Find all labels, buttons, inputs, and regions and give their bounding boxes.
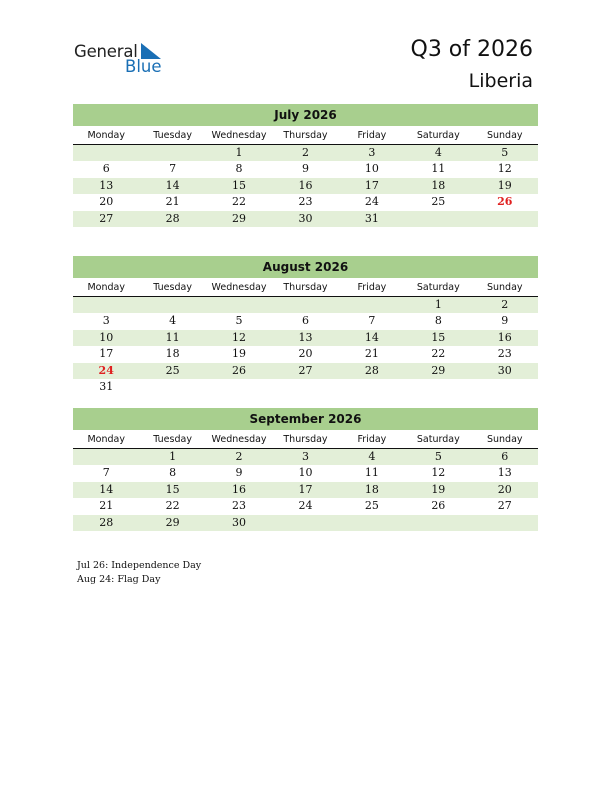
day-cell: 3 <box>102 314 110 328</box>
day-cell: 6 <box>102 162 110 176</box>
empty-day-cell <box>405 211 471 227</box>
day-cell: 13 <box>497 466 512 480</box>
weekday-label: Monday <box>87 282 125 293</box>
day-cell: 23 <box>232 499 247 513</box>
weekday-label: Friday <box>357 282 387 293</box>
day-cell: 28 <box>99 515 114 529</box>
weekday-label: Sunday <box>486 130 523 141</box>
day-cell: 18 <box>364 482 379 496</box>
empty-day-cell <box>73 297 139 313</box>
day-cell: 8 <box>235 162 243 176</box>
day-cell: 7 <box>102 466 110 480</box>
day-cell: 25 <box>364 499 379 513</box>
day-cell: 14 <box>99 482 114 496</box>
day-cell: 18 <box>431 178 446 192</box>
weekday-label: Wednesday <box>211 282 267 293</box>
day-cell: 28 <box>364 363 379 377</box>
day-cell: 24 <box>364 195 379 209</box>
empty-day-cell <box>272 297 338 313</box>
day-cell: 2 <box>301 146 309 159</box>
weekday-label: Monday <box>87 434 125 445</box>
day-cell: 23 <box>298 195 313 209</box>
month-title: September 2026 <box>73 408 538 430</box>
day-cell: 6 <box>301 314 309 328</box>
weekday-label: Tuesday <box>153 434 192 445</box>
day-cell: 10 <box>298 466 313 480</box>
weekday-label: Monday <box>87 130 125 141</box>
day-cell: 10 <box>99 330 114 344</box>
empty-day-cell <box>73 449 139 465</box>
day-cell: 1 <box>169 450 177 463</box>
general-blue-logo <box>74 42 174 78</box>
weekday-header-row <box>73 127 538 145</box>
day-cell: 2 <box>501 298 509 311</box>
weekday-label: Wednesday <box>211 130 267 141</box>
day-cell: 16 <box>232 482 247 496</box>
day-cell: 29 <box>232 211 247 225</box>
day-cell: 3 <box>368 146 376 159</box>
day-cell: 20 <box>298 347 313 361</box>
day-cell: 31 <box>364 211 379 225</box>
day-cell: 7 <box>368 314 376 328</box>
day-cell: 15 <box>165 482 180 496</box>
day-cell: 30 <box>298 211 313 225</box>
empty-day-cell <box>339 515 405 531</box>
day-cell: 24 <box>298 499 313 513</box>
empty-day-cell <box>472 379 538 395</box>
day-cell: 22 <box>165 499 180 513</box>
day-cell: 6 <box>501 450 509 463</box>
day-cell: 25 <box>165 363 180 377</box>
day-cell: 16 <box>497 330 512 344</box>
day-cell: 17 <box>364 178 379 192</box>
day-cell: 15 <box>431 330 446 344</box>
day-cell: 7 <box>169 162 177 176</box>
empty-day-cell <box>472 211 538 227</box>
empty-day-cell <box>405 515 471 531</box>
empty-day-cell <box>339 297 405 313</box>
day-cell: 18 <box>165 347 180 361</box>
month-july <box>73 104 538 227</box>
day-cell: 4 <box>169 314 177 328</box>
day-cell: 13 <box>99 178 114 192</box>
day-cell: 8 <box>169 466 177 480</box>
country-title: Liberia <box>468 70 533 92</box>
empty-day-cell <box>339 379 405 395</box>
day-cell: 20 <box>497 482 512 496</box>
week-row <box>73 449 538 465</box>
week-row <box>73 194 538 210</box>
day-cell: 1 <box>235 146 243 159</box>
weekday-label: Tuesday <box>153 130 192 141</box>
weekday-label: Saturday <box>416 130 460 141</box>
day-cell: 11 <box>165 330 180 344</box>
day-cell: 16 <box>298 178 313 192</box>
weekday-label: Thursday <box>283 434 328 445</box>
day-cell: 14 <box>165 178 180 192</box>
empty-day-cell <box>206 379 272 395</box>
day-cell: 20 <box>99 195 114 209</box>
day-cell: 17 <box>99 347 114 361</box>
day-cell: 2 <box>235 450 243 463</box>
empty-day-cell <box>206 297 272 313</box>
day-cell: 21 <box>364 347 379 361</box>
day-cell: 9 <box>301 162 309 176</box>
empty-day-cell <box>139 379 205 395</box>
day-cell: 26 <box>431 499 446 513</box>
day-cell: 5 <box>434 450 442 463</box>
day-cell: 9 <box>501 314 509 328</box>
week-row <box>73 161 538 177</box>
day-cell: 27 <box>298 363 313 377</box>
day-cell: 28 <box>165 211 180 225</box>
day-cell: 11 <box>364 466 379 480</box>
day-cell: 25 <box>431 195 446 209</box>
month-september <box>73 408 538 531</box>
weekday-label: Sunday <box>486 282 523 293</box>
day-cell: 31 <box>99 379 114 393</box>
week-row <box>73 313 538 329</box>
empty-day-cell <box>139 145 205 161</box>
day-cell: 29 <box>431 363 446 377</box>
weekday-header-row <box>73 431 538 449</box>
weekday-label: Sunday <box>486 434 523 445</box>
day-cell: 1 <box>434 298 442 311</box>
empty-day-cell <box>472 515 538 531</box>
quarter-title: Q3 of 2026 <box>410 37 533 62</box>
day-cell: 21 <box>99 499 114 513</box>
day-cell: 27 <box>497 499 512 513</box>
week-row <box>73 482 538 498</box>
day-cell: 14 <box>364 330 379 344</box>
day-cell: 5 <box>501 146 509 159</box>
day-cell: 12 <box>497 162 512 176</box>
day-cell: 22 <box>431 347 446 361</box>
weekday-label: Thursday <box>283 130 328 141</box>
day-cell: 21 <box>165 195 180 209</box>
day-cell: 19 <box>497 178 512 192</box>
logo-text-general: General <box>74 42 138 61</box>
weekday-label: Thursday <box>283 282 328 293</box>
weekday-label: Saturday <box>416 434 460 445</box>
empty-day-cell <box>73 145 139 161</box>
day-cell: 15 <box>232 178 247 192</box>
weekday-label: Friday <box>357 434 387 445</box>
week-row <box>73 515 538 531</box>
day-cell: 12 <box>232 330 247 344</box>
week-row <box>73 330 538 346</box>
empty-day-cell <box>139 297 205 313</box>
day-cell: 23 <box>497 347 512 361</box>
day-cell: 5 <box>235 314 243 328</box>
weekday-label: Friday <box>357 130 387 141</box>
day-cell: 30 <box>232 515 247 529</box>
weekday-label: Saturday <box>416 282 460 293</box>
day-cell: 3 <box>301 450 309 463</box>
week-row <box>73 465 538 481</box>
day-cell: 24 <box>98 363 114 377</box>
day-cell: 11 <box>431 162 446 176</box>
day-cell: 4 <box>368 450 376 463</box>
day-cell: 29 <box>165 515 180 529</box>
day-cell: 9 <box>235 466 243 480</box>
month-title: July 2026 <box>73 104 538 126</box>
empty-day-cell <box>272 515 338 531</box>
logo-text-blue: Blue <box>125 57 162 76</box>
day-cell: 4 <box>434 146 442 159</box>
month-august <box>73 256 538 395</box>
day-cell: 27 <box>99 211 114 225</box>
day-cell: 13 <box>298 330 313 344</box>
day-cell: 22 <box>232 195 247 209</box>
weekday-label: Tuesday <box>153 282 192 293</box>
week-row <box>73 498 538 514</box>
empty-day-cell <box>405 379 471 395</box>
day-cell: 17 <box>298 482 313 496</box>
weekday-label: Wednesday <box>211 434 267 445</box>
day-cell: 26 <box>232 363 247 377</box>
week-row <box>73 363 538 379</box>
month-title: August 2026 <box>73 256 538 278</box>
day-cell: 19 <box>431 482 446 496</box>
weekday-header-row <box>73 279 538 297</box>
week-row <box>73 145 538 161</box>
day-cell: 8 <box>434 314 442 328</box>
week-row <box>73 211 538 227</box>
week-row <box>73 297 538 313</box>
day-cell: 19 <box>232 347 247 361</box>
holiday-note: Jul 26: Independence Day <box>77 560 202 571</box>
week-row <box>73 178 538 194</box>
holiday-notes <box>77 559 201 587</box>
day-cell: 30 <box>497 363 512 377</box>
week-row <box>73 346 538 362</box>
empty-day-cell <box>272 379 338 395</box>
week-row <box>73 379 538 395</box>
day-cell: 26 <box>497 195 513 209</box>
day-cell: 12 <box>431 466 446 480</box>
holiday-note: Aug 24: Flag Day <box>77 574 161 585</box>
day-cell: 10 <box>364 162 379 176</box>
